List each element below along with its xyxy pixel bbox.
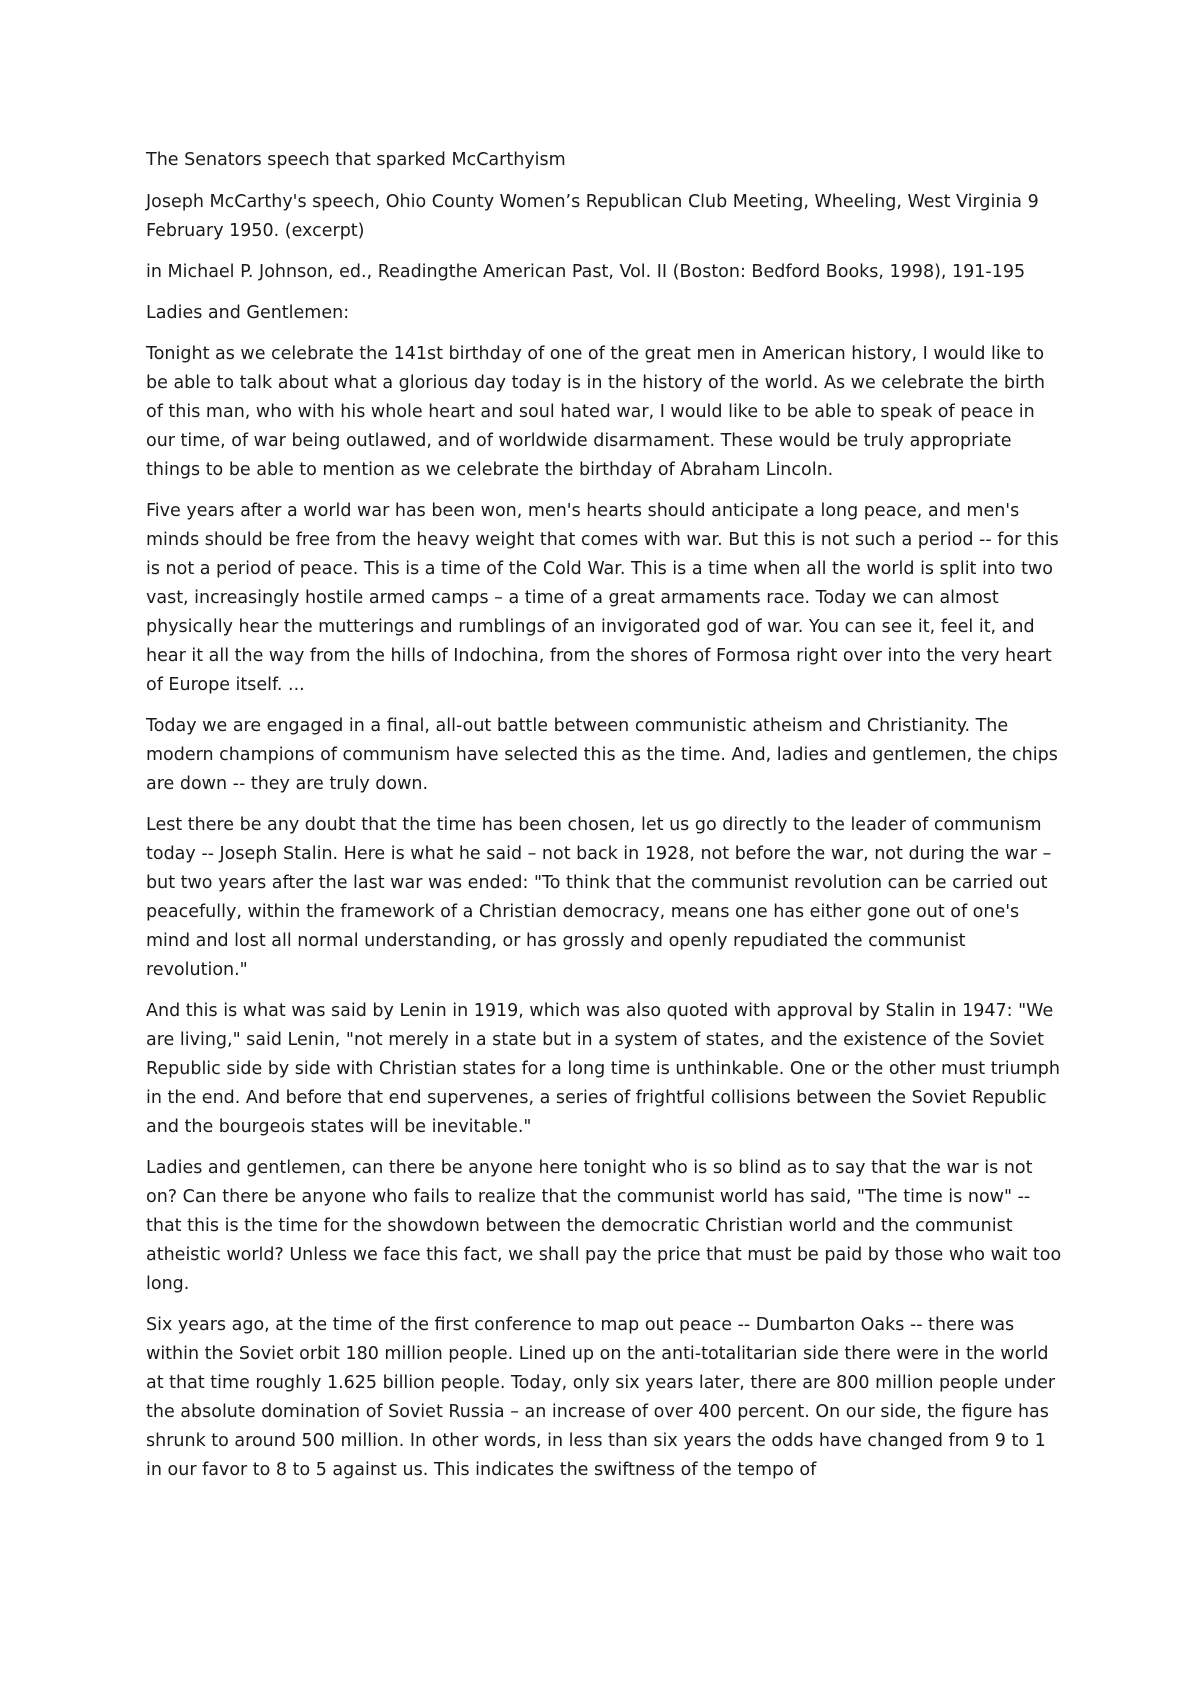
paragraph: Tonight as we celebrate the 141st birthday of one of the great men in American history, I would like to be able to talk about what a glorious day today is in the history of the world. As we celebrate the birth of this man, who with his whole heart and soul hated war, I would like to be able to speak of peace in our time, of war being outlawed, and of worldwide disarmament. These would be truly appropriate things to be able to mention as we celebrate the birthday of Abraham Lincoln. [146, 344, 1045, 480]
paragraph: Ladies and gentlemen, can there be anyone here tonight who is so blind as to say that the war is not on? Can there be anyone who fails to realize that the communist world has said, "The time is now" -- that this is the time for the showdown between the democratic Christian world and the communist atheistic world? Unless we face this fact, we shall pay the price that must be paid by those who wait too long. [146, 1158, 1062, 1294]
document-body [146, 146, 1066, 1497]
paragraph: Six years ago, at the time of the first conference to map out peace -- Dumbarton Oaks -- there was within the Soviet orbit 180 million people. Lined up on the anti-totalitarian side there were in the world at that time roughly 1.625 billion people. Today, only six years later, there are 800 million people under the absolute domination of Soviet Russia – an increase of over 400 percent. On our side, the figure has shrunk to around 500 million. In other words, in less than six years the odds have changed from 9 to 1 in our favor to 8 to 5 against us. This indicates the swiftness of the tempo of [146, 1315, 1056, 1480]
salutation: Ladies and Gentlemen: [146, 303, 350, 323]
paragraph: And this is what was said by Lenin in 1919, which was also quoted with approval by Stalin in 1947: "We are living," said Lenin, "not merely in a state but in a system of states, and the existence of the Soviet Republic side by side with Christian states for a long time is unthinkable. One or the other must triumph in the end. And before that end supervenes, a series of frightful collisions between the Soviet Republic and the bourgeois states will be inevitable." [146, 1001, 1060, 1137]
paragraph: Five years after a world war has been won, men's hearts should anticipate a long peace, and men's minds should be free from the heavy weight that comes with war. But this is not such a period -- for this is not a period of peace. This is a time of the Cold War. This is a time when all the world is split into two vast, increasingly hostile armed camps – a time of a great armaments race. Today we can almost physically hear the mutterings and rumblings of an invigorated god of war. You can see it, feel it, and hear it all the way from the hills of Indochina, from the shores of Formosa right over into the very heart of Europe itself. ... [146, 501, 1059, 695]
document-title: The Senators speech that sparked McCarthyism [146, 150, 566, 170]
paragraph: Lest there be any doubt that the time has been chosen, let us go directly to the leader of communism today -- Joseph Stalin. Here is what he said – not back in 1928, not before the war, not during the war – but two years after the last war was ended: "To think that the communist revolution can be carried out peacefully, within the framework of a Christian democracy, means one has either gone out of one's mind and lost all normal understanding, or has grossly and openly repudiated the communist revolution." [146, 815, 1052, 980]
paragraph: Today we are engaged in a final, all-out battle between communistic atheism and Christianity. The modern champions of communism have selected this as the time. And, ladies and gentlemen, the chips are down -- they are truly down. [146, 716, 1058, 794]
citation: in Michael P. Johnson, ed., Readingthe American Past, Vol. II (Boston: Bedford Books, 1998), 191-195 [146, 262, 1026, 282]
source-line: Joseph McCarthy's speech, Ohio County Women’s Republican Club Meeting, Wheeling, West Virginia 9 February 1950. (excerpt) [146, 192, 1039, 241]
